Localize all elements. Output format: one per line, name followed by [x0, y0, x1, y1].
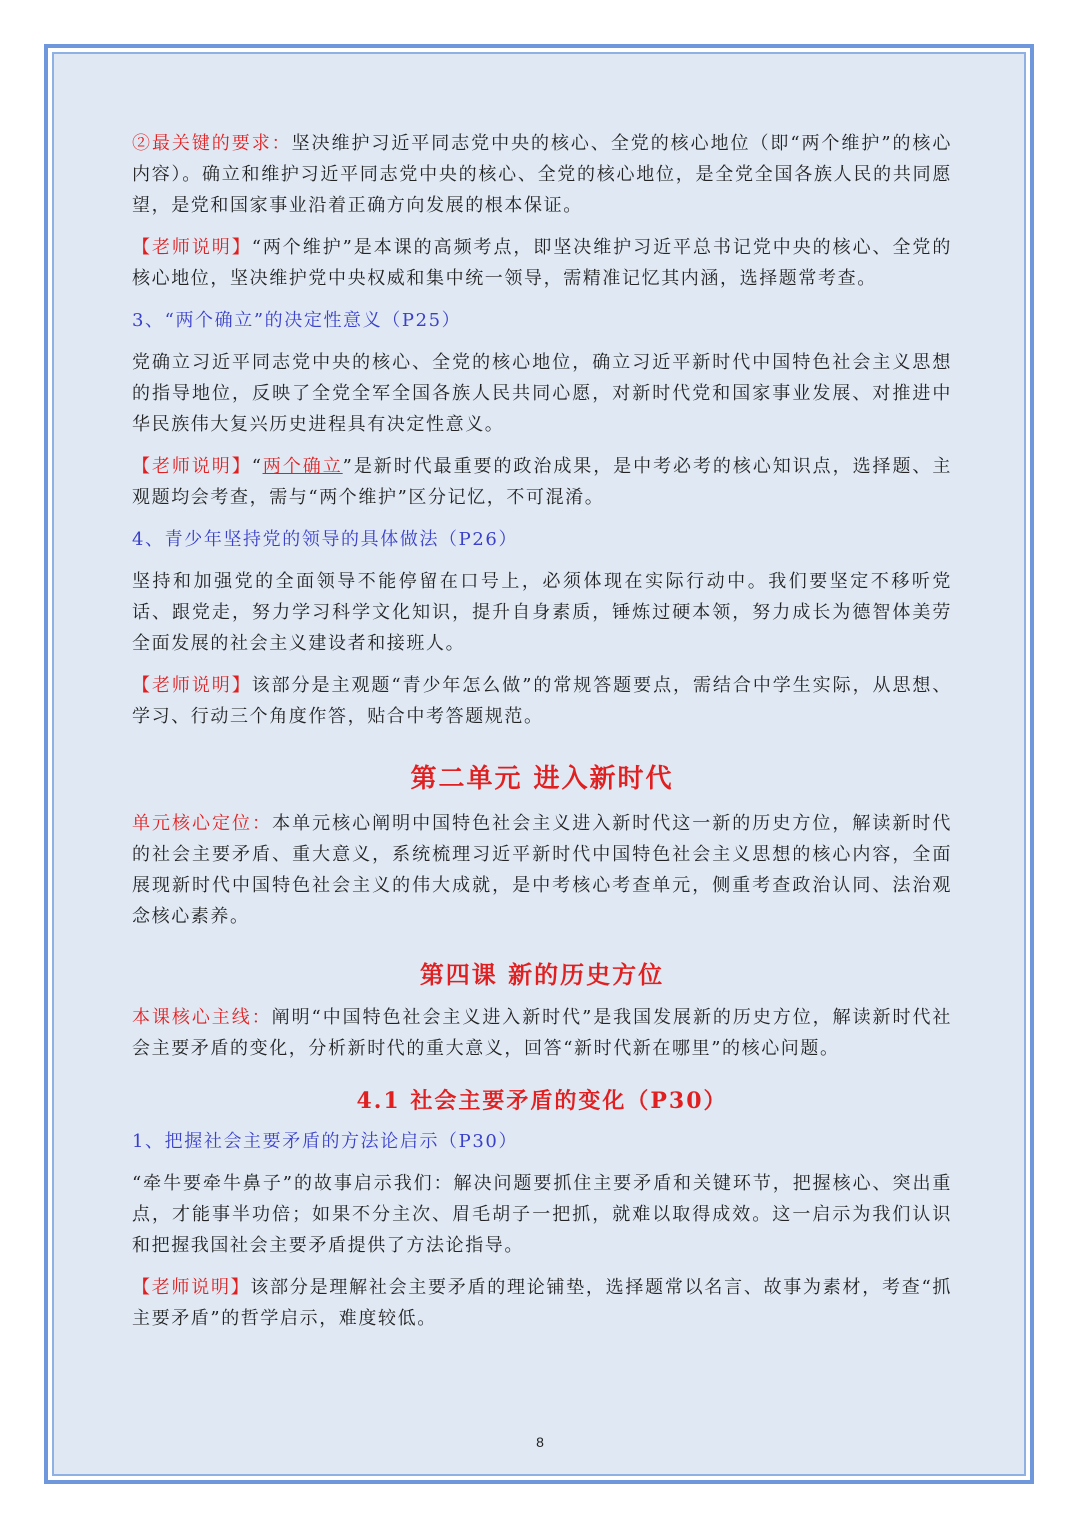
teacher-note-label: 【老师说明】: [132, 456, 252, 477]
teacher-note-5: [132, 1272, 952, 1334]
lesson-title: 第四课 新的历史方位: [419, 960, 665, 989]
document-content: [132, 128, 952, 1345]
lesson-intro: [132, 1002, 952, 1064]
teacher-note-text: 该部分是主观题“青少年怎么做”的常规答题要点，需结合中学生实际，从思想、学习、行动三个角度作答，贴合中考答题规范。: [132, 675, 952, 727]
unit-title: 第二单元 进入新时代: [410, 764, 674, 794]
subheading-4: 4、青少年坚持党的领导的具体做法（P26）: [132, 529, 519, 550]
teacher-note-4: [132, 670, 952, 732]
unit-intro-label: 单元核心定位：: [132, 813, 273, 834]
lesson-intro-text: 阐明“中国特色社会主义进入新时代”是我国发展新的历史方位，解读新时代社会主要矛盾的变化，分析新时代的重大意义，回答“新时代新在哪里”的核心问题。: [132, 1007, 952, 1059]
teacher-note-1: [132, 232, 952, 294]
paragraph-3: 党确立习近平同志党中央的核心、全党的核心地位，确立习近平新时代中国特色社会主义思想的指导地位，反映了全党全军全国各族人民共同心愿，对新时代党和国家事业发展、对推进中华民族伟大复兴历史进程具有决定性意义。: [132, 352, 952, 435]
unit-intro: [132, 808, 952, 932]
requirement-text: 坚决维护习近平同志党中央的核心、全党的核心地位（即“两个维护”的核心内容）。确立和维护习近平同志党中央的核心、全党的核心地位，是全党全国各族人民的共同愿望，是党和国家事业沿着正确方向发展的根本保证。: [132, 133, 952, 216]
lesson-intro-label: 本课核心主线：: [132, 1007, 272, 1028]
requirement-paragraph: [132, 128, 952, 221]
subheading-5: 1、把握社会主要矛盾的方法论启示（P30）: [132, 1131, 519, 1152]
subheading-3: 3、“两个确立”的决定性意义（P25）: [132, 310, 462, 331]
teacher-note-text: “两个维护”是本课的高频考点，即坚决维护习近平总书记党中央的核心、全党的核心地位，坚决维护党中央权威和集中统一领导，需精准记忆其内涵，选择题常考查。: [132, 237, 952, 289]
teacher-note-label: 【老师说明】: [132, 675, 252, 696]
paragraph-4: 坚持和加强党的全面领导不能停留在口号上，必须体现在实际行动中。我们要坚定不移听党话、跟党走，努力学习科学文化知识，提升自身素质，锤炼过硬本领，努力成长为德智体美劳全面发展的社会主义建设者和接班人。: [132, 571, 952, 654]
requirement-label: ②最关键的要求：: [132, 133, 292, 154]
unit-intro-text: 本单元核心阐明中国特色社会主义进入新时代这一新的历史方位，解读新时代的社会主要矛盾、重大意义，系统梳理习近平新时代中国特色社会主义思想的核心内容，全面展现新时代中国特色社会主义的伟大成就，是中考核心考查单元，侧重考查政治认同、法治观念核心素养。: [132, 813, 952, 927]
quote-open: “: [251, 456, 263, 477]
teacher-note-text: ”是新时代最重要的政治成果，是中考必考的核心知识点，选择题、主观题均会考查，需与“两个维护”区分记忆，不可混淆。: [132, 456, 952, 508]
teacher-note-label: 【老师说明】: [132, 237, 252, 258]
page-number: 8: [536, 1434, 544, 1450]
paragraph-5: “牵牛要牵牛鼻子”的故事启示我们：解决问题要抓住主要矛盾和关键环节，把握核心、突出重点，才能事半功倍；如果不分主次、眉毛胡子一把抓，就难以取得成效。这一启示为我们认识和把握我国社会主要矛盾提供了方法论指导。: [132, 1173, 952, 1256]
teacher-note-label: 【老师说明】: [132, 1277, 251, 1298]
underlined-term: 两个确立: [262, 456, 343, 477]
teacher-note-3: [132, 451, 952, 513]
teacher-note-text: 该部分是理解社会主要矛盾的理论铺垫，选择题常以名言、故事为素材，考查“抓主要矛盾”的哲学启示，难度较低。: [132, 1277, 952, 1329]
section-title: 4.1 社会主要矛盾的变化（P30）: [356, 1088, 728, 1114]
